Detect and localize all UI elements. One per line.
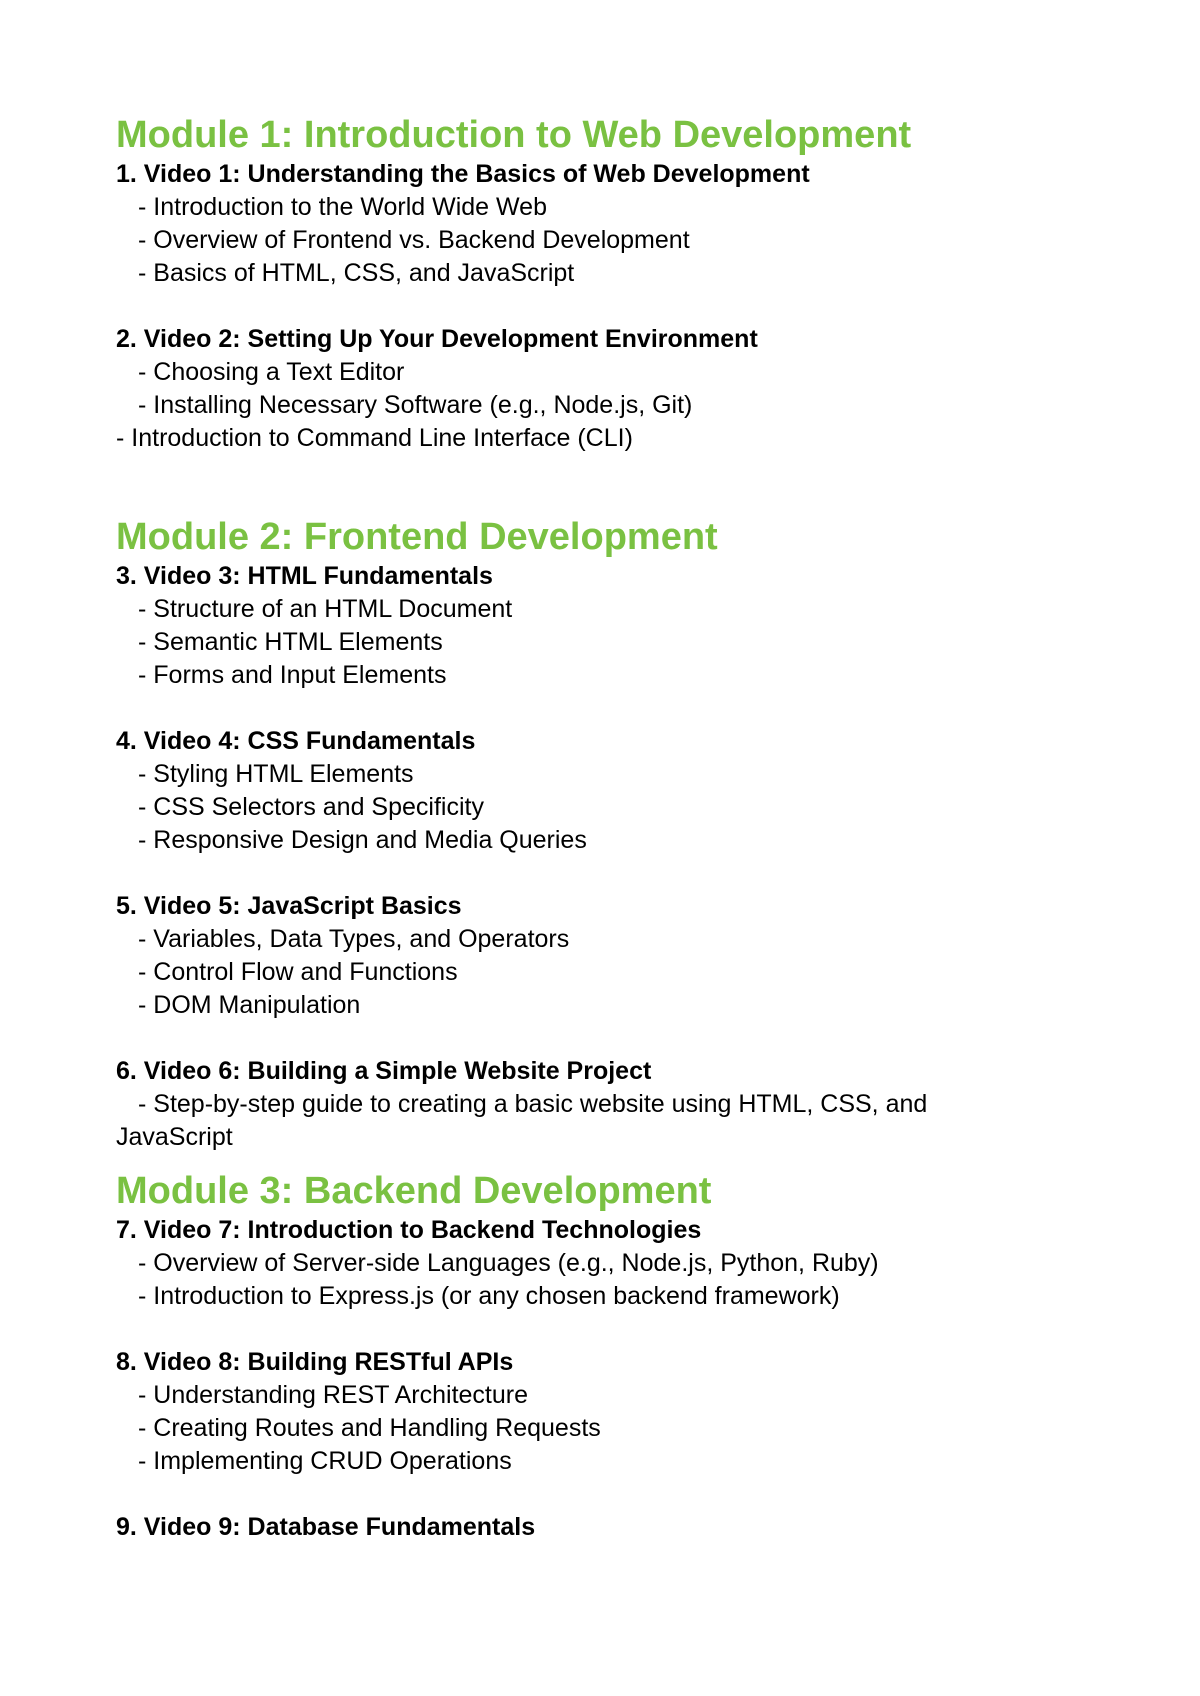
video-7-topic-1: - Overview of Server-side Languages (e.g., Node.js, Python, Ruby)	[138, 1249, 879, 1277]
module-2-title: Module 2: Frontend Development	[116, 516, 718, 558]
video-3-topic-2: - Semantic HTML Elements	[138, 628, 443, 656]
spacer	[116, 1022, 1096, 1055]
video-4-topic-2: - CSS Selectors and Specificity	[138, 793, 484, 821]
spacer	[116, 857, 1096, 890]
video-5-topic-3: - DOM Manipulation	[138, 991, 361, 1019]
spacer	[116, 290, 1096, 323]
video-5-title: 5. Video 5: JavaScript Basics	[116, 892, 462, 920]
video-4-title: 4. Video 4: CSS Fundamentals	[116, 727, 476, 755]
video-1-topic-3: - Basics of HTML, CSS, and JavaScript	[138, 259, 575, 287]
video-2-topic-2: - Installing Necessary Software (e.g., Node.js, Git)	[138, 391, 693, 419]
video-6-topic-1-continued: JavaScript	[116, 1123, 233, 1151]
video-1-topic-1: - Introduction to the World Wide Web	[138, 193, 547, 221]
spacer	[116, 455, 1096, 514]
video-9-title: 9. Video 9: Database Fundamentals	[116, 1513, 536, 1541]
spacer	[116, 692, 1096, 725]
video-7-topic-2: - Introduction to Express.js (or any chosen backend framework)	[138, 1282, 840, 1310]
video-4-topic-1: - Styling HTML Elements	[138, 760, 414, 788]
video-7-title: 7. Video 7: Introduction to Backend Technologies	[116, 1216, 702, 1244]
module-1-title: Module 1: Introduction to Web Development	[116, 114, 912, 156]
video-3-topic-3: - Forms and Input Elements	[138, 661, 447, 689]
video-8-title: 8. Video 8: Building RESTful APIs	[116, 1348, 514, 1376]
video-6-title: 6. Video 6: Building a Simple Website Project	[116, 1057, 652, 1085]
video-5-topic-2: - Control Flow and Functions	[138, 958, 458, 986]
video-1-topic-2: - Overview of Frontend vs. Backend Development	[138, 226, 690, 254]
module-3-title: Module 3: Backend Development	[116, 1170, 712, 1212]
spacer	[116, 1154, 1096, 1168]
video-5-topic-1: - Variables, Data Types, and Operators	[138, 925, 570, 953]
spacer	[116, 1313, 1096, 1346]
video-2-topic-1: - Choosing a Text Editor	[138, 358, 405, 386]
spacer	[116, 1478, 1096, 1511]
video-3-topic-1: - Structure of an HTML Document	[138, 595, 513, 623]
video-2-topic-3: - Introduction to Command Line Interface (CLI)	[116, 424, 633, 452]
video-2-title: 2. Video 2: Setting Up Your Development Environment	[116, 325, 758, 353]
document-page	[116, 112, 1096, 1544]
video-8-topic-2: - Creating Routes and Handling Requests	[138, 1414, 601, 1442]
video-4-topic-3: - Responsive Design and Media Queries	[138, 826, 587, 854]
video-8-topic-1: - Understanding REST Architecture	[138, 1381, 529, 1409]
video-3-title: 3. Video 3: HTML Fundamentals	[116, 562, 493, 590]
video-6-topic-1: - Step-by-step guide to creating a basic website using HTML, CSS, and	[138, 1090, 928, 1118]
video-1-title: 1. Video 1: Understanding the Basics of Web Development	[116, 160, 810, 188]
video-8-topic-3: - Implementing CRUD Operations	[138, 1447, 512, 1475]
